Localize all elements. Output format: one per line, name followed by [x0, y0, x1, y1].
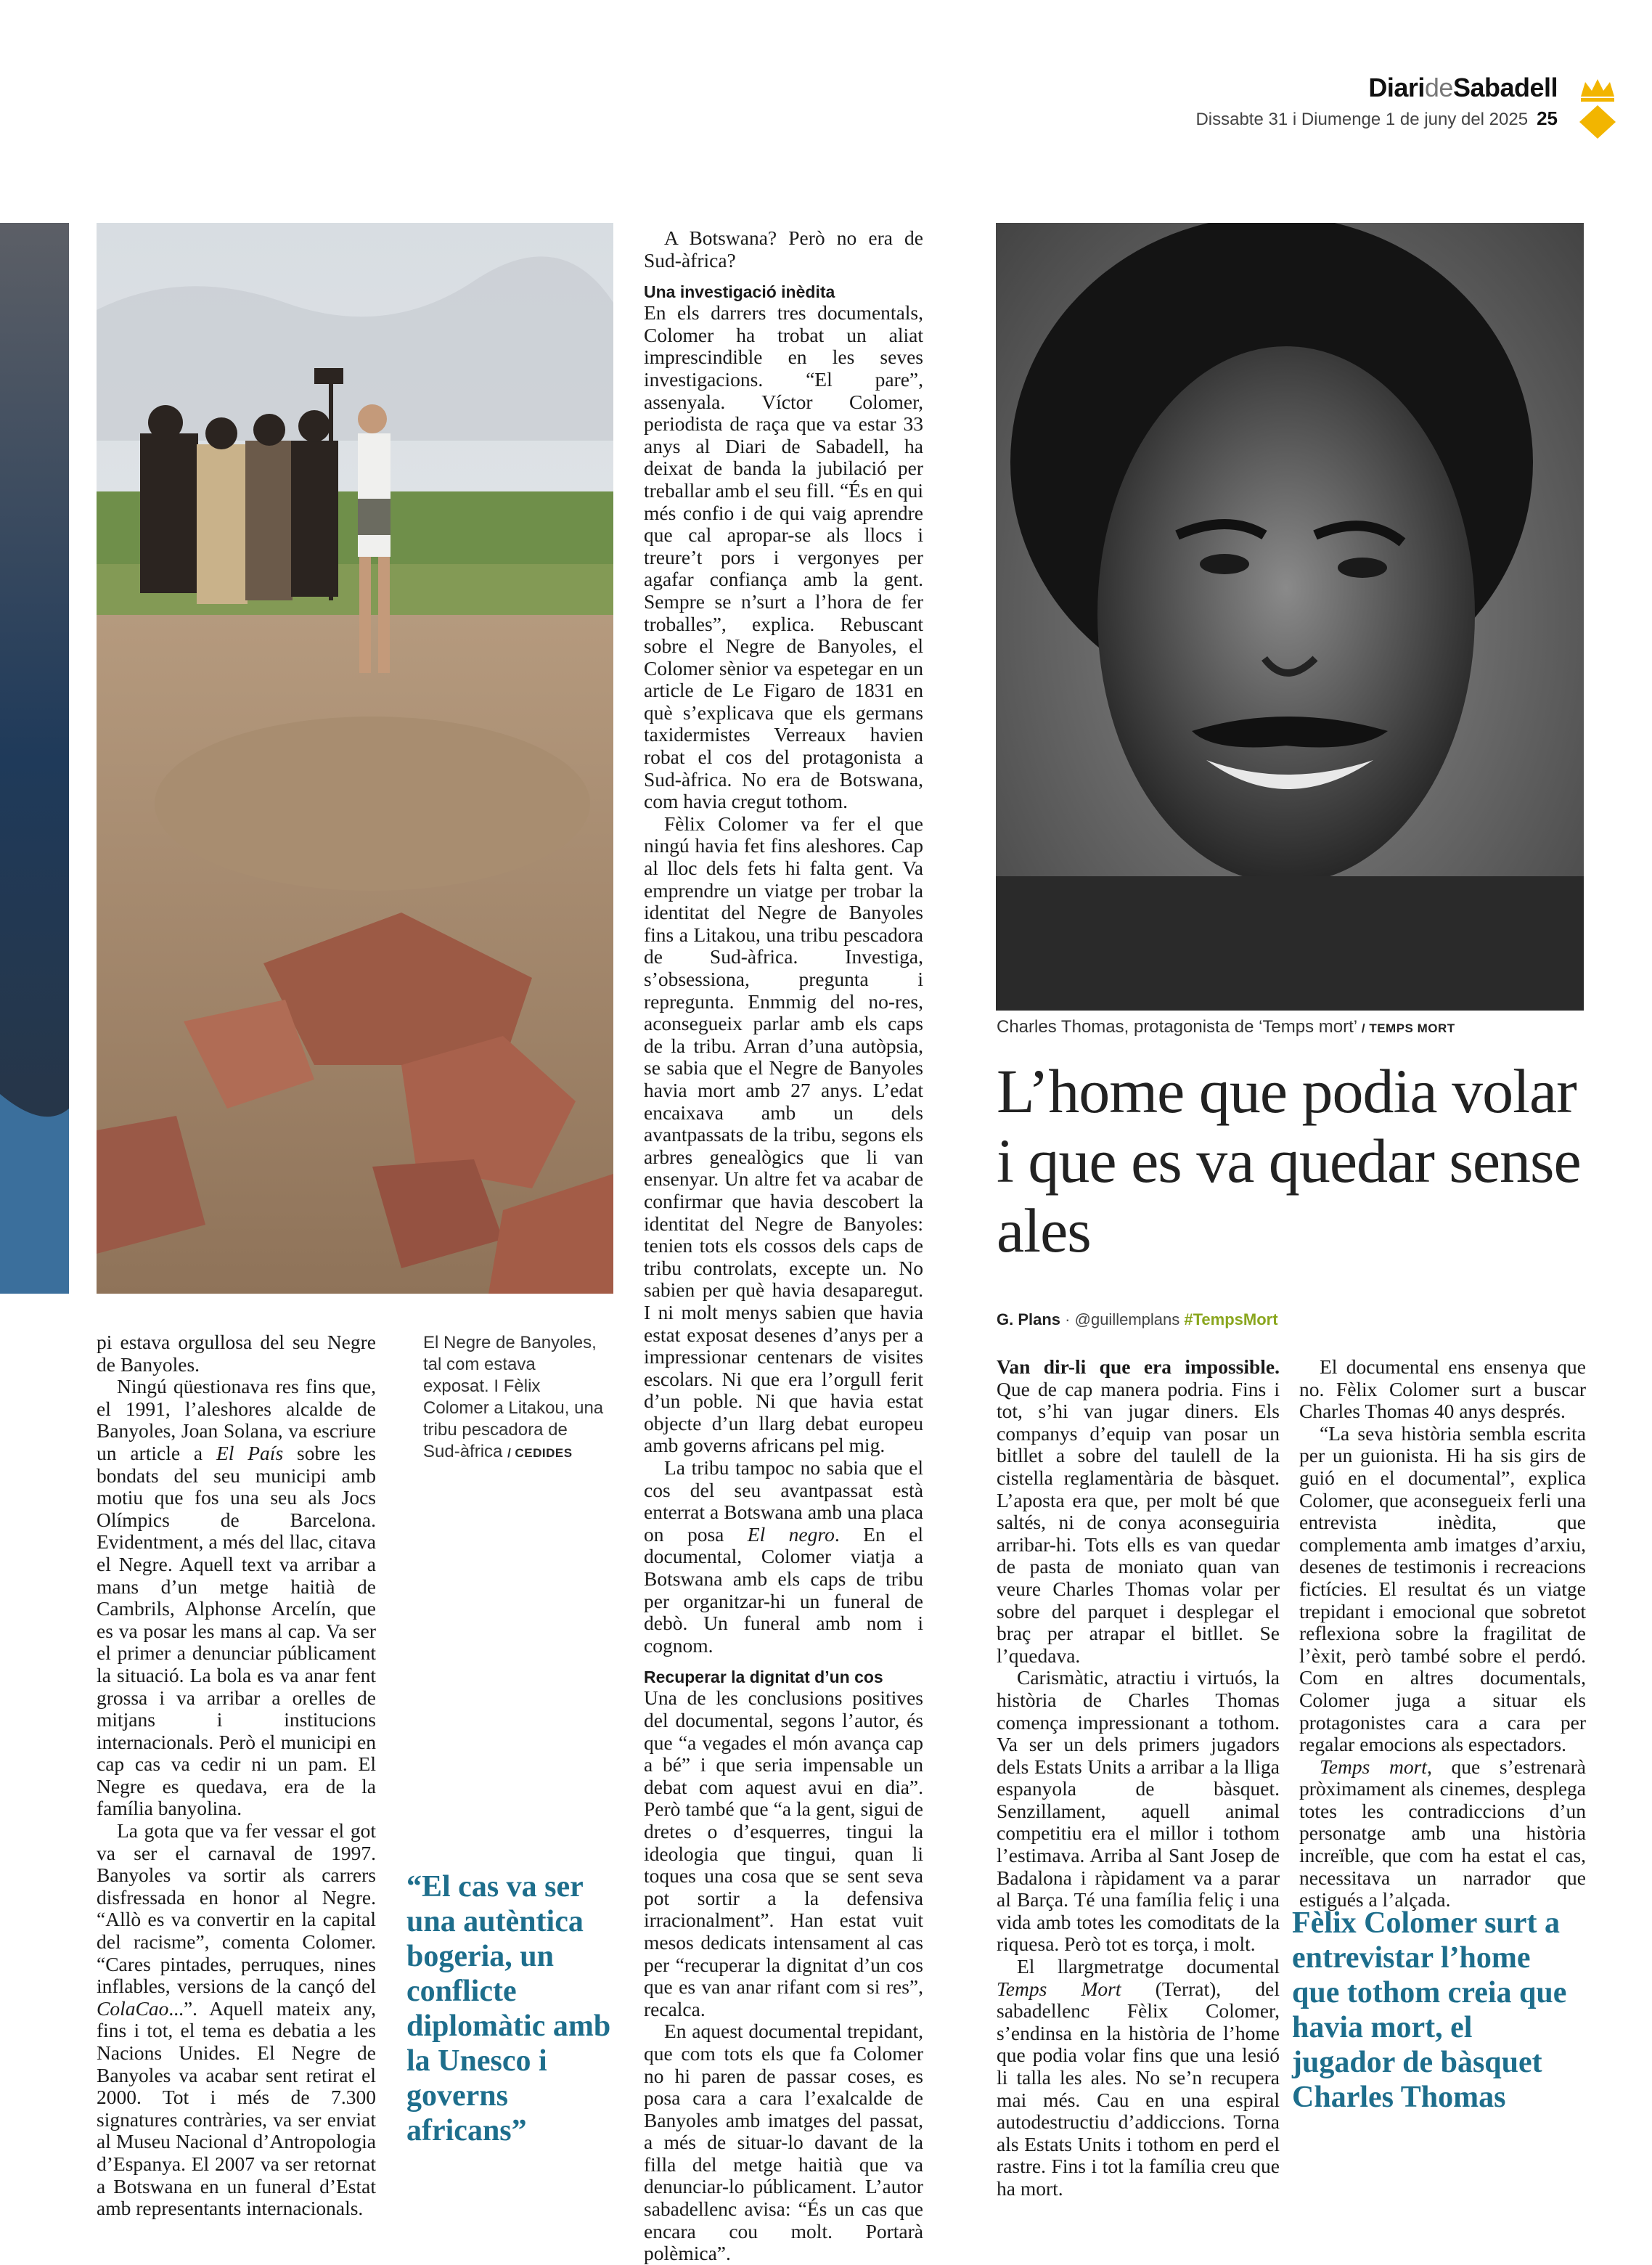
pull-quote-right: Fèlix Colomer surt a entrevistar l’home que tothom creia que havia mort, el jugador de bàsquet Charles Thomas [1292, 1906, 1567, 2114]
author-name: G. Plans [997, 1310, 1061, 1329]
paragraph: La tribu tampoc no sabia que el cos del seu avantpassat està enterrat a Botswana amb una placa on posa El negro. En el documental, Colomer viatja a Botswana amb els caps de tribu per organitzar-hi un funeral de debò. Un funeral amb nom i cognom. [644, 1456, 923, 1657]
paragraph: El documental ens ensenya que no. Fèlix Colomer surt a buscar Charles Thomas 40 anys després. [1299, 1355, 1586, 1423]
brand-logotype[interactable] [1195, 73, 1558, 103]
subheading-dignity: Recuperar la dignitat d’un cos [644, 1668, 883, 1687]
brand-part-3: Sabadell [1452, 73, 1558, 102]
paragraph: Fèlix Colomer va fer el que ningú havia fet fins aleshores. Cap al lloc dels fets hi falta gent. Va emprendre un viatge per trobar la identitat del Negre de Banyoles fins a Litakou, una tribu pescadora de Sud-àfrica. Investiga, s’obsessiona, pregunta i repregunta. Enmmig del no-res, aconsegueix parlar amb els caps de la tribu. Arran d’una autòpsia, se sabia que el Negre de Banyoles havia mort amb 27 anys. L’edat encaixava amb un dels avantpassats de la tribu, segons els arbres genealògics que li van ensenyar. Un altre fet va acabar de confirmar que havia descobert la identitat del Negre de Banyoles: tenien tots els cossos dels caps de tribu controlats, excepte un. No sabien per què havia desaparegut. I ni molt menys sabien que havia estat exposat desenes d’anys per a impressionar centenars de visites escolars. Ni que era l’orgull ferit d’un poble. Ni que havia estat objecte d’un llarg debat europeu amb governs africans pel mig. [644, 812, 923, 1457]
paragraph: El llargmetratge documental Temps Mort (Terrat), del sabadellenc Fèlix Colomer, s’endinsa en la història de l’home que podia volar fins que una lesió li talla les ales. No se’n recupera mai més. Cau en una espiral autodestructiu d’addiccions. Torna als Estats Units i tothom en perd el rastre. Fins i tot la família creu que ha mort. [997, 1955, 1280, 2200]
masthead [1195, 73, 1558, 130]
issue-date: Dissabte 31 i Diumenge 1 de juny del 2025 [1195, 110, 1529, 129]
author-handle[interactable]: @guillemplans [1074, 1310, 1180, 1329]
paragraph: Ningú qüestionava res fins que, el 1991, l’aleshores alcalde de Banyoles, Joan Solana, va escriure un article a El País sobre les bondats del seu municipi amb motiu que fos una seu als Jocs Olímpics de Barcelona. Evidentment, a més del llac, citava el Negre. Aquell text va arribar a mans d’un metge haitià de Cambrils, Alphonse Arcelín, que es va posar les mans al cap. Va ser el primer a denunciar públicament la situació. La bola es va anar fent grossa i va arribar a orelles de mitjans i institucions internacionals. Però el municipi en cap cas va cedir ni un pam. El Negre es quedava, era de la família banyolina. [97, 1375, 376, 1820]
paragraph: “La seva història sembla escrita per un guionista. Hi ha sis girs de guió en el documental”, explica Colomer, que aconsegueix ferli una entrevista inèdita, que complementa amb imatges d’arxiu, desenes de testimonis i recreacions fictícies. El resultat és un viatge trepidant i emocional que sobretot reflexiona sobre la fragilitat de l’èxit, però també sobre el perdó. Com en altres documentals, Colomer juga a situar els protagonistes cara a cara per regalar emocions als espectadors. [1299, 1421, 1586, 1756]
article-middle-column [644, 227, 923, 2265]
photo2-credit: / TEMPS MORT [1361, 1021, 1455, 1035]
article-headline: L’home que podia volar i que es va quedar sense ales [997, 1056, 1581, 1265]
photo1-caption [423, 1332, 605, 1464]
brand-part-2: de [1424, 73, 1453, 102]
paragraph: La gota que va fer vessar el got va ser el carnaval de 1997. Banyoles va sortir als carrers disfressada en honor al Negre. “Allò es va convertir en la capital del racisme”, comenta Colomer. “Cares pintades, perruques, nines inflables, versions de la cançó del ColaCao...”. Aquell mateix any, fins i tot, el tema es debatia a les Nacions Unides. El Negre de Banyoles va acabar sent retirat el 2000. Tot i més de 7.300 signatures contràries, va ser enviat al Museu Nacional d’Antropologia d’Espanya. El 2007 va ser retornat a Botswana en un funeral d’Estat amb representants internacionals. [97, 1819, 376, 2220]
subheading-investigation: Una investigació inèdita [644, 282, 835, 302]
photo-litakou-visit [97, 223, 613, 1294]
photo-charles-thomas-portrait [996, 223, 1584, 1011]
paragraph: Una de les conclusions positives del documental, segons l’autor, és que “a vegades el món avança cap a bé” i que seria impensable un debat com aquest avui en dia”. Però també que “a la gent, sigui de dretes o d’esquerres, tingui la ideologia que tingui, quan li toques una cosa que se sent seva pot sortir a la defensiva irracionalment”. Han estat vuit mesos dedicats intensament al cas per “recuperar la dignitat d’un cos que es van anar rifant com si res”, recalca. [644, 1686, 923, 2020]
paragraph: En aquest documental trepidant, que com tots els que fa Colomer no hi paren de passar coses, es posa cara a cara l’exalcalde de Banyoles amb imatges del passat, a més de situar-lo davant de la filla del metge haitià que va denunciar-lo públicament. L’autor sabadellenc avisa: “És un cas que encara cou molt. Portarà polèmica”. [644, 2020, 923, 2265]
photo1-credit: / CEDIDES [507, 1446, 573, 1460]
paragraph: En els darrers tres documentals, Colomer ha trobat un aliat imprescindible en les seves investigacions. “El pare”, assenyala. Víctor Colomer, periodista de raça que va estar 33 anys al Diari de Sabadell, ha deixat de banda la jubilació per treballar amb el seu fill. “És en qui més confio i de qui vaig aprendre que cal apropar-se als llocs i treure’t pors i vergonyes per agafar confiança amb la gent. Sempre se n’surt a l’hora de fer troballes”, explica. Rebuscant sobre el Negre de Banyoles, el Colomer sènior va espetegar en un article de Le Figaro de 1831 en què s’explicava que els germans taxidermistes Verreaux havien robat el cos del protagonista a Sud-àfrica. No era de Botswana, com havia cregut tothom. [644, 301, 923, 813]
page-number: 25 [1537, 107, 1558, 129]
paragraph: Temps mort, que s’estrenarà pròximament als cinemes, desplega totes les contradiccions d’un personatge amb una història increïble, que com ha estat el cas, necessitava un narrador que estigués a l’alçada. [1299, 1755, 1586, 1911]
photo2-caption-text: Charles Thomas, protagonista de ‘Temps mort’ [997, 1017, 1357, 1037]
adjacent-page-photo-strip [0, 223, 69, 1294]
hashtag[interactable]: #TempsMort [1184, 1310, 1278, 1329]
crown-diamond-icon [1572, 76, 1623, 142]
paragraph: pi estava orgullosa del seu Negre de Banyoles. [97, 1331, 376, 1376]
dateline [1195, 107, 1558, 130]
paragraph: A Botswana? Però no era de Sud-àfrica? [644, 226, 923, 272]
photo1-caption-text: El Negre de Banyoles, tal com estava exposat. I Fèlix Colomer a Litakou, una tribu pescadora de Sud-àfrica [423, 1333, 604, 1461]
article-right-column-a [997, 1356, 1280, 2200]
byline [997, 1310, 1278, 1329]
photo2-caption [997, 1016, 1592, 1040]
byline-separator: · [1065, 1310, 1071, 1329]
article-right-column-b [1299, 1356, 1586, 1911]
paragraph: Van dir-li que era impossible. Que de cap manera podria. Fins i tot, s’hi van jugar diners. Els companys d’equip van posar un bitllet a sobre del taulell de la cistella reglamentària de bàsquet. L’aposta era que, per molt bé que saltés, ni de conya aconseguiria arribar-hi. Tots ells es van quedar de pasta de moniato quan van veure Charles Thomas volar per sobre del parquet i desplegar el braç per atrapar el bitllet. Se l’quedava. [997, 1355, 1280, 1667]
pull-quote-left: “El cas va ser una autèntica bogeria, un conflicte diplomàtic amb la Unesco i governs africans” [406, 1870, 611, 2147]
paragraph: Carismàtic, atractiu i virtuós, la història de Charles Thomas comença impressionant a tothom. Va ser un dels primers jugadors dels Estats Units a arribar a la lliga espanyola de bàsquet. Senzillament, aquell animal competitiu era el millor i tothom l’estimava. Arriba al Sant Josep de Badalona i ràpidament va a parar al Barça. Té una família feliç i una vida amb totes les comoditats de la riquesa. Però tot es torça, i molt. [997, 1666, 1280, 1956]
article-left-column [97, 1331, 376, 2220]
brand-part-1: Diari [1368, 73, 1425, 102]
